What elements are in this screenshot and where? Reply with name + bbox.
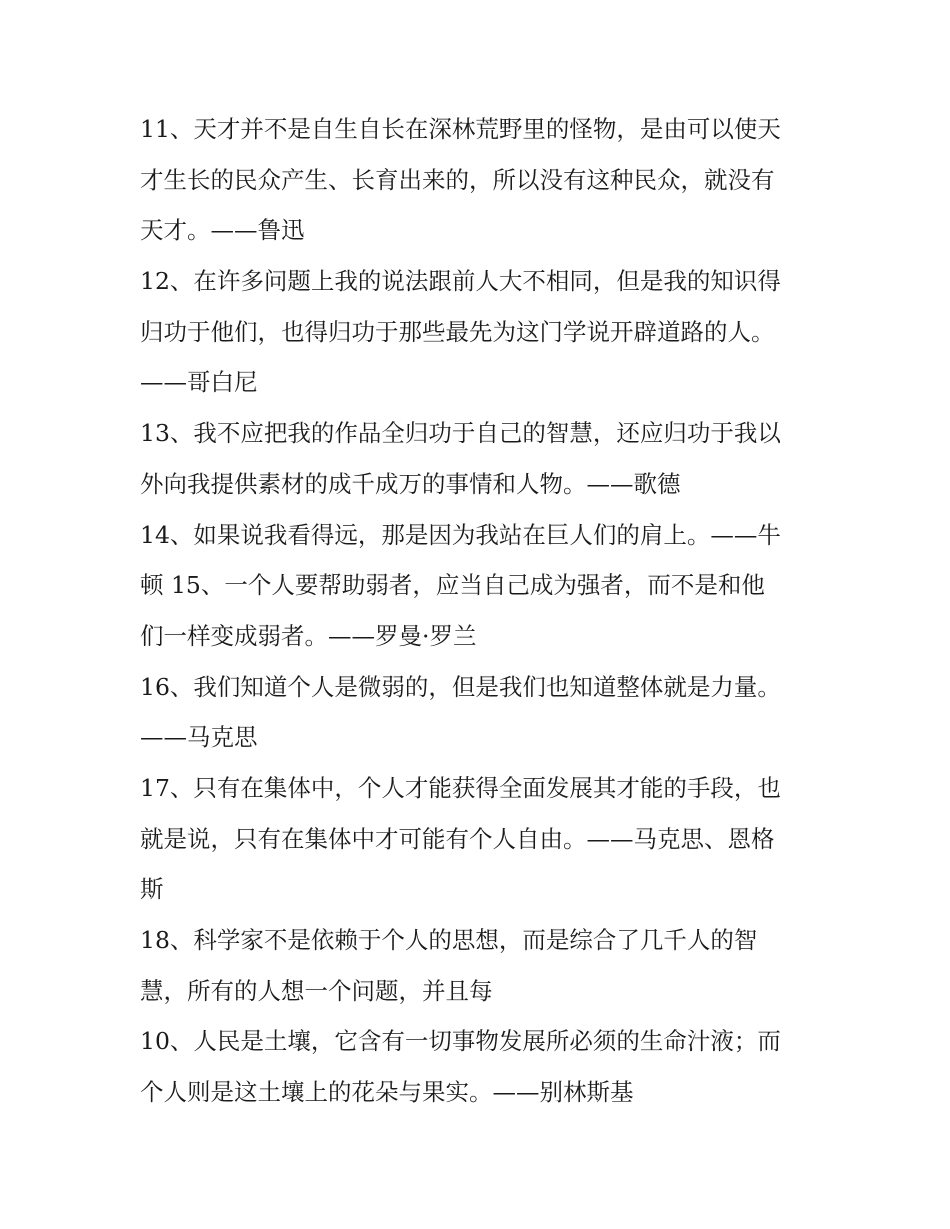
text-line: 慧，所有的人想一个问题，并且每 xyxy=(140,976,493,1005)
text-line: 顿 15、一个人要帮助弱者，应当自己成为强者，而不是和他 xyxy=(140,571,765,600)
text-line: 14、如果说我看得远，那是因为我站在巨人们的肩上。——牛 xyxy=(140,520,781,549)
document-body xyxy=(140,104,820,1118)
text-line: 10、人民是土壤，它含有一切事物发展所必须的生命汁液；而 xyxy=(140,1027,781,1056)
text-line: 18、科学家不是依赖于个人的思想，而是综合了几千人的智 xyxy=(140,926,758,954)
text-line: 13、我不应把我的作品全归功于自己的智慧，还应归功于我以 xyxy=(140,419,781,448)
text-line: 归功于他们，也得归功于那些最先为这门学说开辟道路的人。 xyxy=(140,317,775,346)
text-line: ——哥白尼 xyxy=(140,368,258,397)
text-line: 就是说，只有在集体中才可能有个人自由。——马克思、恩格 xyxy=(140,824,775,853)
text-line: 11、天才并不是自生自长在深林荒野里的怪物，是由可以使天 xyxy=(140,115,781,143)
text-line: 斯 xyxy=(140,875,164,904)
text-line: 天才。——鲁迅 xyxy=(140,216,305,245)
text-line: 12、在许多问题上我的说法跟前人大不相同，但是我的知识得 xyxy=(140,267,781,296)
text-line: 16、我们知道个人是微弱的，但是我们也知道整体就是力量。 xyxy=(140,672,781,701)
text-line: 17、只有在集体中，个人才能获得全面发展其才能的手段，也 xyxy=(140,773,781,802)
text-line: ——马克思 xyxy=(140,723,258,752)
text-line: 个人则是这土壤上的花朵与果实。——别林斯基 xyxy=(140,1078,634,1107)
text-line: 外向我提供素材的成千成万的事情和人物。——歌德 xyxy=(140,469,681,498)
text-line: 才生长的民众产生、长育出来的，所以没有这种民众，就没有 xyxy=(140,165,775,194)
text-line: 们一样变成弱者。——罗曼·罗兰 xyxy=(140,621,477,650)
